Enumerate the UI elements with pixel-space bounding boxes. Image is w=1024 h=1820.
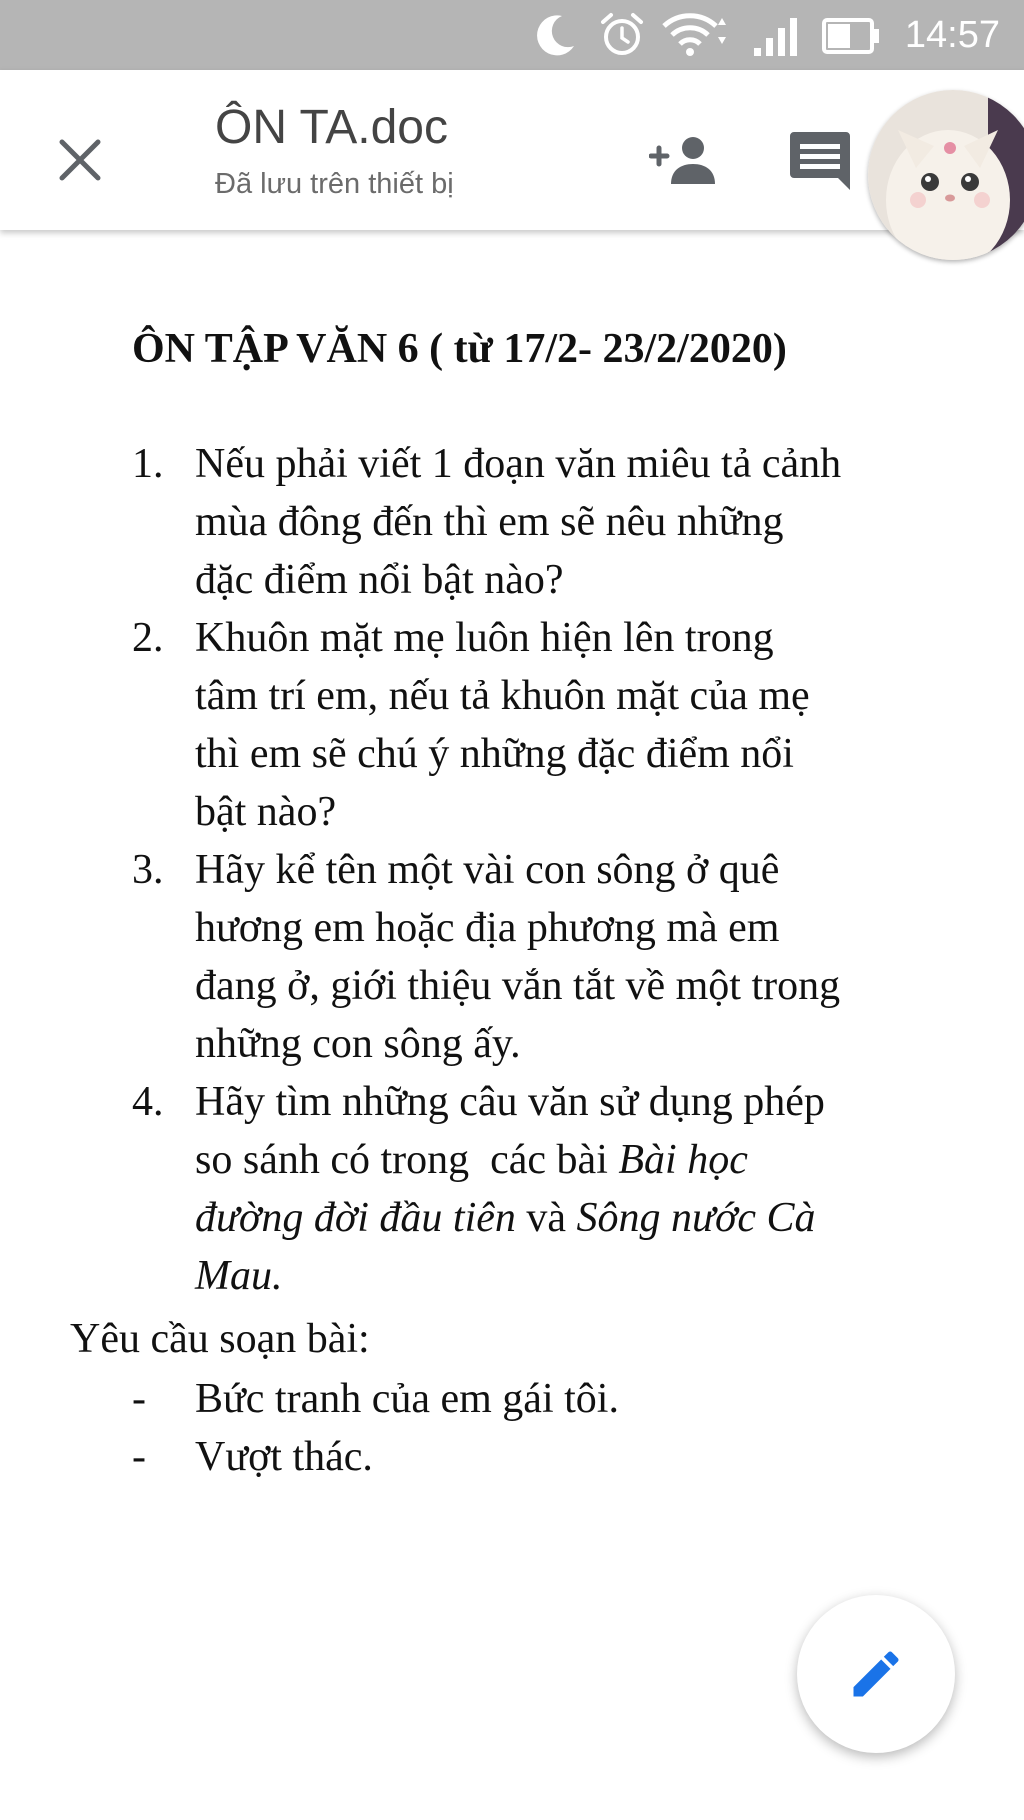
question-list [0, 435, 1024, 1305]
status-bar [0, 0, 1024, 70]
list-item [0, 1073, 1024, 1305]
list-item-text: Vượt thác. [195, 1434, 373, 1480]
close-icon [58, 138, 102, 182]
list-item [0, 1370, 1024, 1428]
plain-text: so sánh có trong các bài [195, 1137, 619, 1183]
document-heading: ÔN TẬP VĂN 6 ( từ 17/2- 23/2/2020) [132, 326, 787, 372]
save-status: Đã lưu trên thiết bị [215, 168, 454, 200]
list-item [0, 435, 1024, 609]
document-title: ÔN TA.doc [215, 101, 448, 154]
text-line [195, 1247, 975, 1305]
list-item-text [195, 435, 975, 609]
italic-title: Sông nước Cà [576, 1195, 816, 1241]
add-person-icon [649, 134, 721, 186]
list-number: 2. [132, 615, 164, 661]
text-line: Nếu phải viết 1 đoạn văn miêu tả cảnh [195, 441, 842, 487]
list-item-text [195, 609, 975, 841]
text-line: Hãy kể tên một vài con sông ở quê [195, 847, 780, 893]
close-button[interactable] [40, 120, 120, 200]
plain-text: và [515, 1195, 577, 1241]
list-item [0, 1428, 1024, 1486]
wifi-icon [660, 10, 730, 60]
text-line [195, 1131, 975, 1189]
requirement-list [0, 1370, 1024, 1486]
list-number: 3. [132, 847, 164, 893]
battery-icon [822, 16, 882, 56]
app-bar [0, 70, 1024, 230]
text-line: đang ở, giới thiệu vắn tắt về một trong [195, 963, 841, 1009]
list-number: 1. [132, 441, 164, 487]
list-item [0, 609, 1024, 841]
list-item-text: Bức tranh của em gái tôi. [195, 1376, 619, 1422]
clock: 14:57 [904, 14, 1000, 56]
italic-title: Mau. [195, 1253, 283, 1299]
list-item-text [195, 1073, 975, 1305]
bullet-dash: - [132, 1376, 146, 1422]
list-item-text [195, 841, 975, 1073]
comment-button[interactable] [775, 115, 865, 205]
list-number: 4. [132, 1079, 164, 1125]
cat-avatar-image [868, 90, 1024, 260]
italic-title: Bài học [618, 1137, 748, 1183]
requirement-title: Yêu cầu soạn bài: [70, 1316, 370, 1362]
text-line: hương em hoặc địa phương mà em [195, 905, 780, 951]
text-line: mùa đông đến thì em sẽ nêu những [195, 499, 784, 545]
moon-icon [532, 12, 578, 58]
signal-icon [752, 14, 804, 58]
avatar[interactable] [868, 90, 1024, 260]
comment-icon [788, 128, 852, 192]
text-line [195, 1189, 975, 1247]
text-line: Hãy tìm những câu văn sử dụng phép [195, 1079, 825, 1125]
text-line: Khuôn mặt mẹ luôn hiện lên trong [195, 615, 774, 661]
text-line: bật nào? [195, 789, 337, 835]
edit-button[interactable] [797, 1595, 955, 1753]
text-line: những con sông ấy. [195, 1021, 521, 1067]
edit-pencil-icon [846, 1644, 906, 1704]
bullet-dash: - [132, 1434, 146, 1480]
share-button[interactable] [640, 115, 730, 205]
list-item [0, 841, 1024, 1073]
text-line: tâm trí em, nếu tả khuôn mặt của mẹ [195, 673, 810, 719]
text-line: thì em sẽ chú ý những đặc điểm nổi [195, 731, 794, 777]
alarm-icon [597, 10, 647, 60]
italic-title: đường đời đầu tiên [195, 1195, 516, 1241]
text-line: đặc điểm nổi bật nào? [195, 557, 564, 603]
